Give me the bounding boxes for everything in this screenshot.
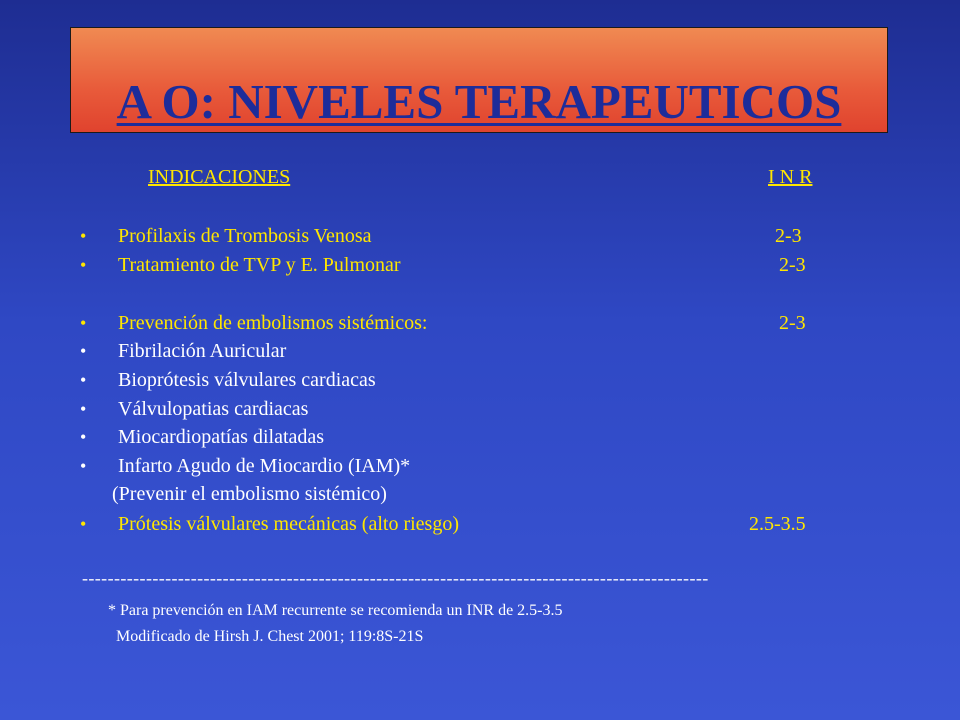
bullet-icon: • xyxy=(80,456,87,476)
bullet-icon: • xyxy=(80,514,87,534)
inr-value: 2-3 xyxy=(779,312,806,334)
bullet-icon: • xyxy=(80,313,87,333)
header-indicaciones: INDICACIONES xyxy=(148,166,291,188)
indication-label: Prevención de embolismos sistémicos: xyxy=(118,312,428,334)
indication-label: Tratamiento de TVP y E. Pulmonar xyxy=(118,254,401,276)
list-item xyxy=(0,251,960,279)
divider-line: -------------------------------------------------------------------------------------------------- xyxy=(82,568,709,588)
bullet-icon: • xyxy=(80,226,87,246)
list-item xyxy=(0,510,960,538)
bullet-icon: • xyxy=(80,255,87,275)
list-item xyxy=(0,309,960,337)
footnote: * Para prevención en IAM recurrente se recomienda un INR de 2.5-3.5 xyxy=(108,602,563,619)
indication-label: Miocardiopatías dilatadas xyxy=(118,426,325,448)
sub-note: (Prevenir el embolismo sistémico) xyxy=(112,483,387,505)
header-inr: I N R xyxy=(768,166,813,188)
list-item xyxy=(0,423,960,451)
slide-title: A O: NIVELES TERAPEUTICOS xyxy=(116,74,842,129)
indication-label: Infarto Agudo de Miocardio (IAM)* xyxy=(118,455,411,477)
inr-value: 2.5-3.5 xyxy=(749,513,806,535)
bullet-icon: • xyxy=(80,341,87,361)
list-item xyxy=(0,366,960,394)
inr-value: 2-3 xyxy=(779,254,806,276)
list-item xyxy=(0,452,960,480)
indication-label: Válvulopatias cardiacas xyxy=(118,398,309,420)
title-box xyxy=(70,27,888,133)
bullet-icon: • xyxy=(80,399,87,419)
indication-label: Fibrilación Auricular xyxy=(118,340,287,362)
inr-value: 2-3 xyxy=(775,225,802,247)
bullet-icon: • xyxy=(80,427,87,447)
list-item xyxy=(0,222,960,250)
indication-label: Prótesis válvulares mecánicas (alto riesgo) xyxy=(118,513,459,535)
list-item xyxy=(0,395,960,423)
list-item xyxy=(0,337,960,365)
indication-label: Profilaxis de Trombosis Venosa xyxy=(118,225,372,247)
source-citation: Modificado de Hirsh J. Chest 2001; 119:8S-21S xyxy=(116,628,424,645)
indication-label: Bioprótesis válvulares cardiacas xyxy=(118,369,376,391)
bullet-icon: • xyxy=(80,370,87,390)
